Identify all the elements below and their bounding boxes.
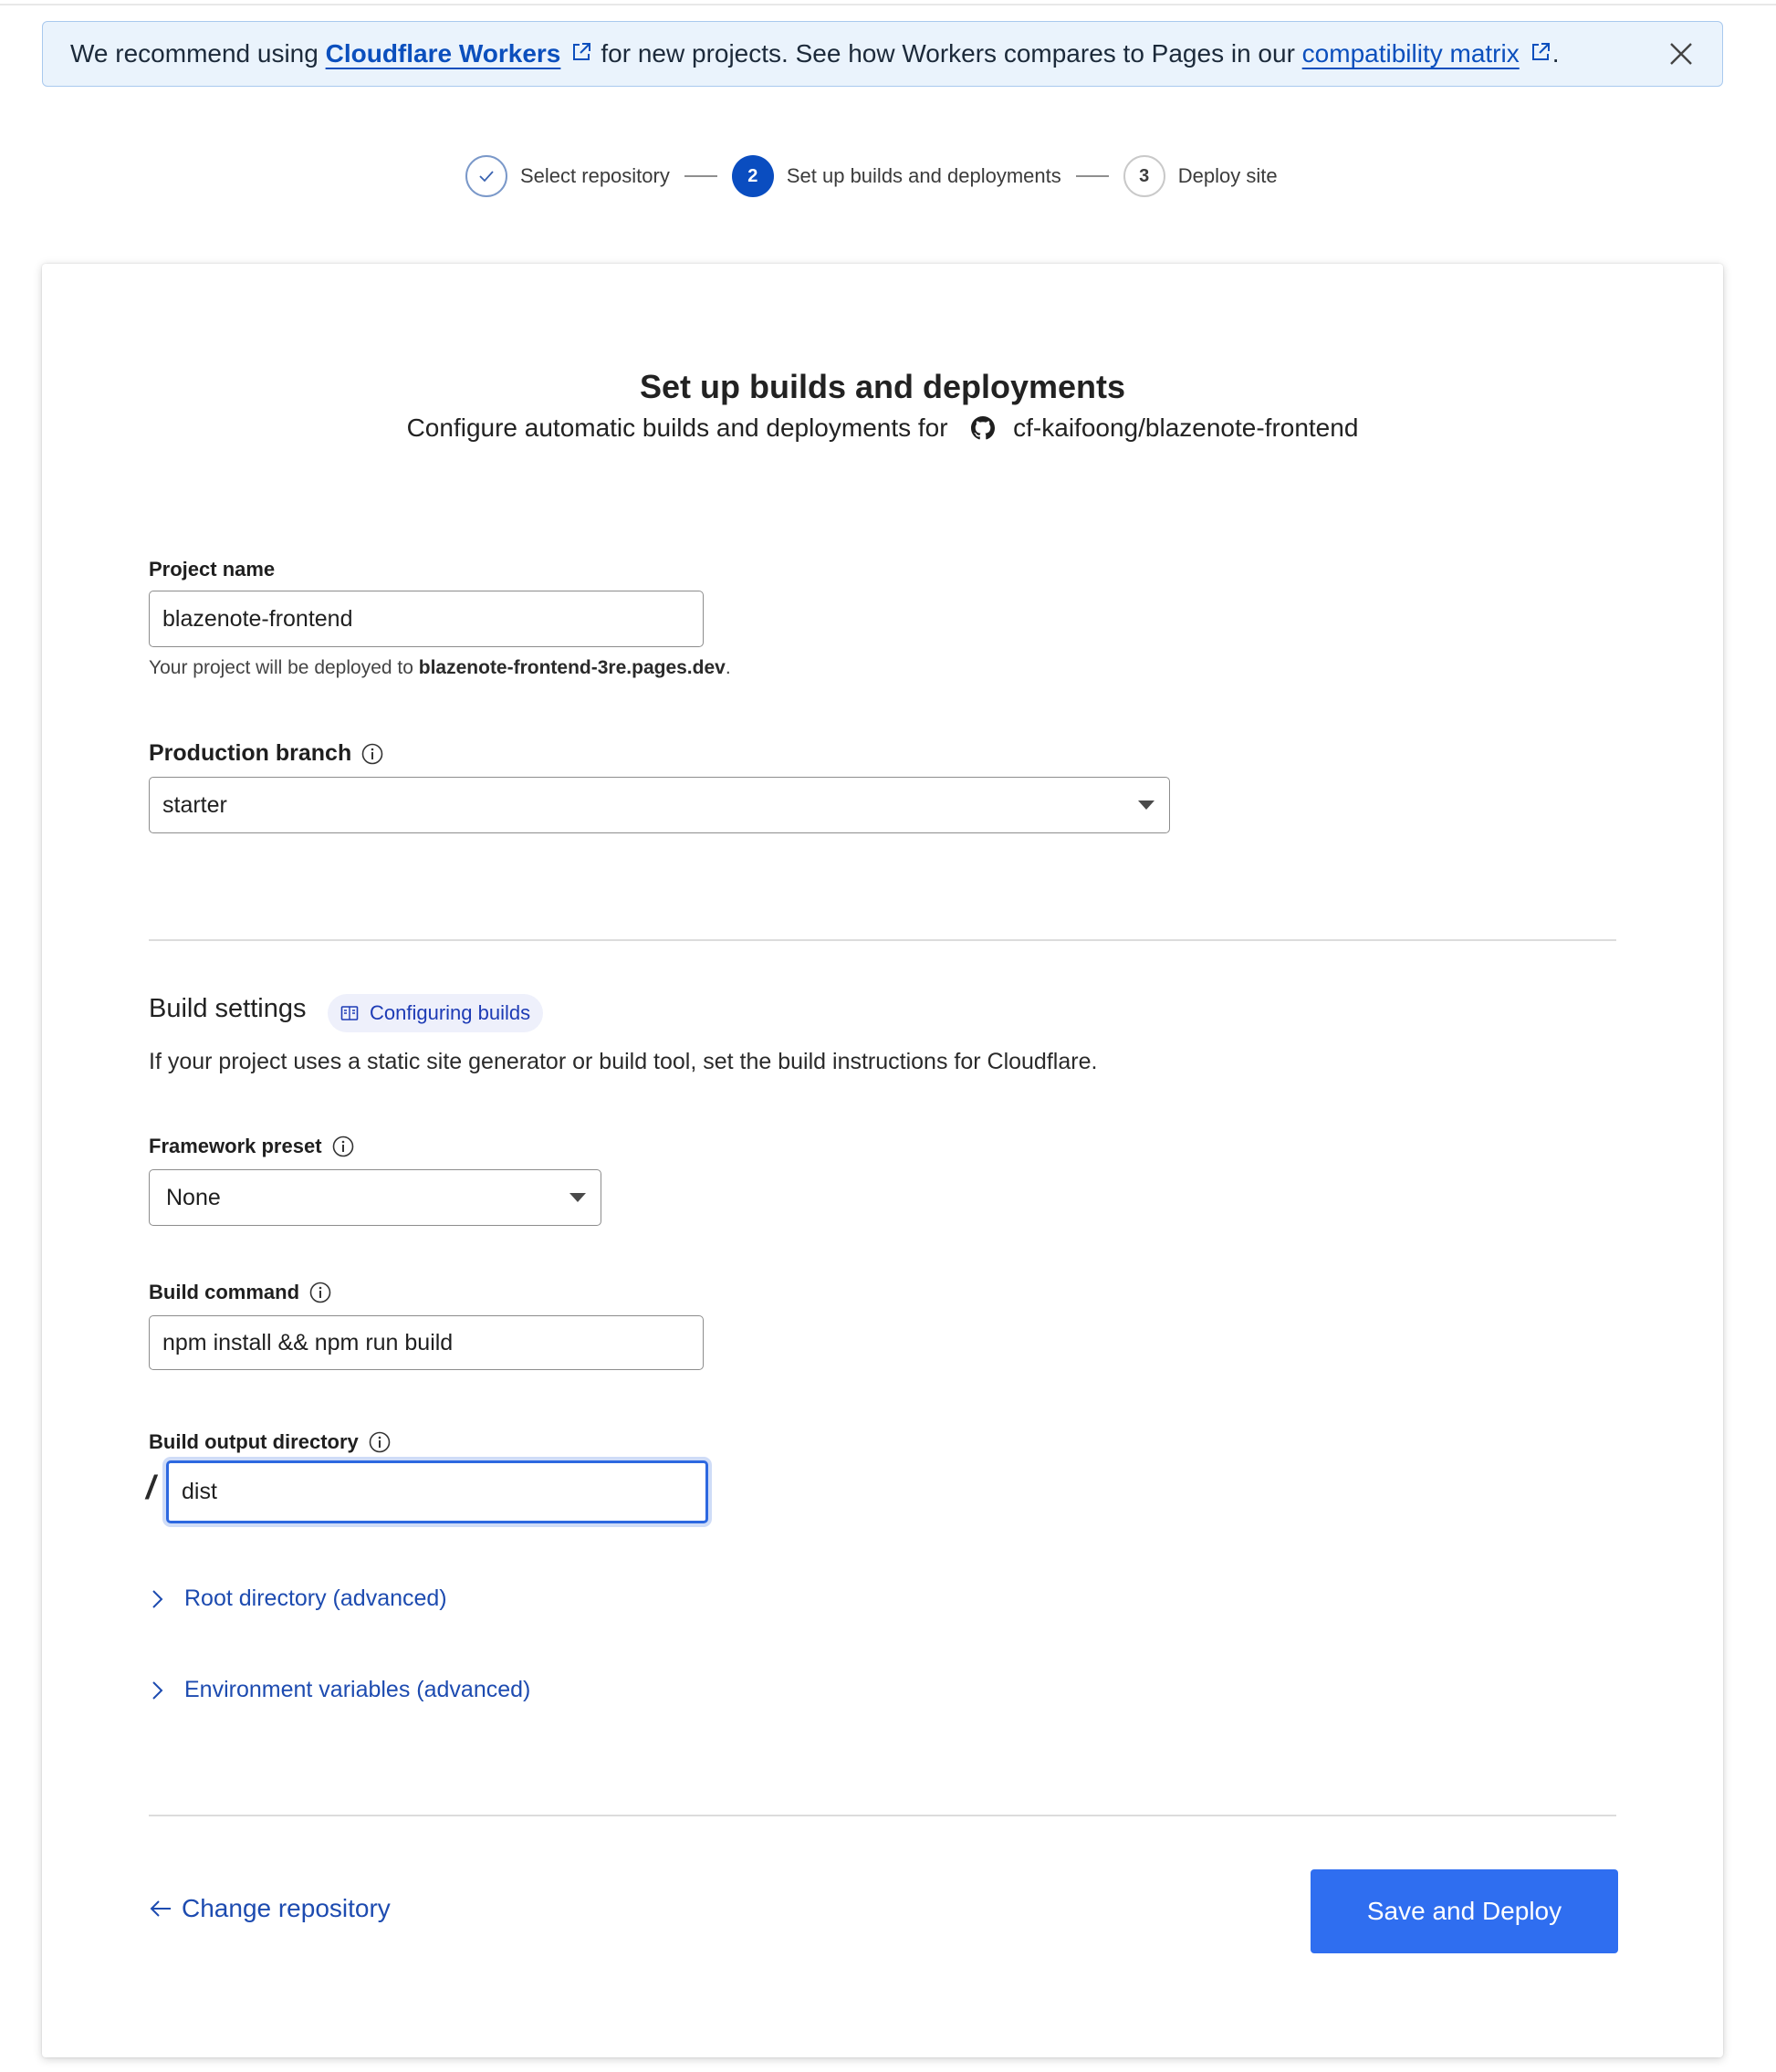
chevron-right-icon [151,1680,164,1701]
info-icon[interactable] [368,1430,392,1454]
banner-middle: for new projects. See how Workers compares to Pages in our [601,39,1295,68]
step-2-number: 2 [732,155,774,197]
framework-preset-value: None [166,1184,221,1210]
section-divider [149,939,1616,941]
build-output-directory-label [149,1430,392,1454]
project-name-label: Project name [149,558,276,581]
chevron-down-icon [1138,801,1154,810]
step-1-check-icon [465,155,507,197]
framework-preset-label [149,1135,355,1158]
step-2-label: Set up builds and deployments [786,164,1061,187]
build-settings-title: Build settings [149,994,307,1023]
progress-stepper [465,153,1278,199]
deploy-domain: blazenote-frontend-3re.pages.dev [418,657,726,678]
framework-preset-select[interactable] [149,1169,601,1226]
page-title: Set up builds and deployments [639,368,1126,405]
build-output-directory-label-text: Build output directory [149,1430,359,1453]
external-link-icon [571,39,591,68]
banner-suffix: . [1551,39,1560,68]
build-command-input[interactable]: npm install && npm run build [149,1315,704,1370]
root-directory-expander[interactable] [151,1585,447,1612]
build-command-label-text: Build command [149,1281,300,1303]
production-branch-label [149,740,384,767]
build-command-label [149,1281,332,1304]
chevron-down-icon [569,1193,586,1202]
repository-name: cf-kaifoong/blazenote-frontend [1013,413,1359,442]
step-3-number: 3 [1123,155,1165,197]
setup-card [42,264,1723,2057]
compatibility-matrix-link[interactable]: compatibility matrix [1301,39,1520,68]
change-repository-link[interactable] [149,1894,391,1923]
footer-divider [149,1815,1616,1816]
help-suffix: . [725,657,731,678]
root-directory-label: Root directory (advanced) [184,1585,447,1611]
step-3-label: Deploy site [1177,164,1278,187]
build-output-directory-input[interactable]: dist [166,1460,708,1523]
step-connector [684,175,717,177]
subtitle-text: Configure automatic builds and deployments for [406,413,948,442]
deploy-url-help [149,657,731,679]
configuring-builds-docs-link[interactable] [328,994,543,1032]
production-branch-value: starter [162,791,227,818]
workers-recommendation-banner [42,21,1723,87]
environment-variables-label: Environment variables (advanced) [184,1677,531,1702]
configuring-builds-label: Configuring builds [370,1001,531,1024]
banner-prefix: We recommend using [70,39,319,68]
info-icon[interactable] [331,1135,355,1158]
top-border [0,4,1776,5]
step-connector [1076,175,1109,177]
arrow-left-icon [149,1899,172,1919]
book-icon [340,1005,359,1021]
framework-preset-label-text: Framework preset [149,1135,322,1157]
chevron-right-icon [151,1588,164,1610]
save-and-deploy-button[interactable]: Save and Deploy [1311,1869,1618,1953]
production-branch-select[interactable] [149,777,1170,833]
github-icon [971,416,995,446]
root-slash-prefix: / [146,1469,156,1506]
close-icon[interactable] [1667,40,1695,68]
change-repository-label: Change repository [182,1894,391,1922]
project-name-input[interactable]: blazenote-frontend [149,591,704,647]
step-1-label: Select repository [520,164,670,187]
info-icon[interactable] [308,1281,332,1304]
external-link-icon [1530,39,1551,68]
environment-variables-expander[interactable] [151,1677,530,1703]
cloudflare-workers-link[interactable]: Cloudflare Workers [325,39,561,68]
production-branch-label-text: Production branch [149,740,352,766]
page-subtitle [42,413,1723,446]
help-prefix: Your project will be deployed to [149,657,413,678]
build-settings-description: If your project uses a static site generator or build tool, set the build instructions for Cloudflare. [149,1049,1098,1074]
info-icon[interactable] [360,742,384,766]
